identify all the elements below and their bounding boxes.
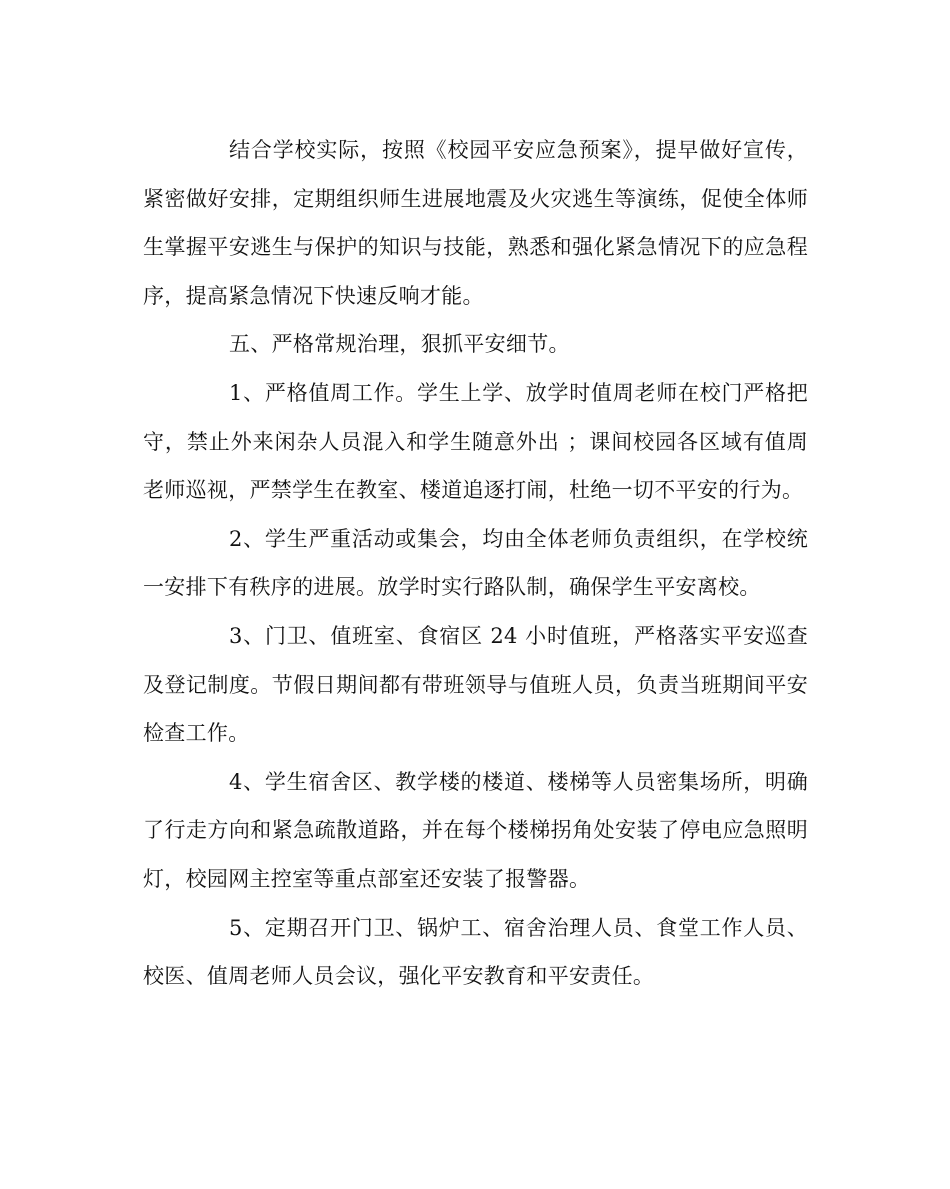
section-heading-five: 五、严格常规治理，狠抓平安细节。: [229, 332, 570, 357]
paragraph-emergency-drills: 结合学校实际，按照《校园平安应急预案》，提早做好宣传，紧密做好安排，定期组织师生进展地震及火灾逃生等演练，促使全体师生掌握平安逃生与保护的知识与技能，熟悉和强化紧急情况下的应急程序，提高紧急情况下快速反响才能。: [143, 138, 808, 308]
paragraph-item-1: 1、严格值周工作。学生上学、放学时值周老师在校门严格把守，禁止外来闲杂人员混入和学生随意外出 ；课间校园各区域有值周老师巡视，严禁学生在教室、楼道追逐打闹，杜绝一切不平安的行为。: [143, 380, 808, 503]
paragraph-item-2: 2、学生严重活动或集会，均由全体老师负责组织，在学校统一安排下有秩序的进展。放学时实行路队制，确保学生平安离校。: [143, 526, 808, 600]
paragraph-item-3: 3、门卫、值班室、食宿区 24 小时值班，严格落实平安巡查及登记制度。节假日期间都有带班领导与值班人员，负责当班期间平安检查工作。: [143, 623, 808, 746]
paragraph-item-4: 4、学生宿舍区、教学楼的楼道、楼梯等人员密集场所，明确了行走方向和紧急疏散道路，并在每个楼梯拐角处安装了停电应急照明灯，校园网主控室等重点部室还安装了报警器。: [143, 769, 808, 891]
document-body: [143, 126, 808, 1001]
paragraph-item-5: 5、定期召开门卫、锅炉工、宿舍治理人员、食堂工作人员、校医、值周老师人员会议，强化平安教育和平安责任。: [143, 915, 808, 989]
